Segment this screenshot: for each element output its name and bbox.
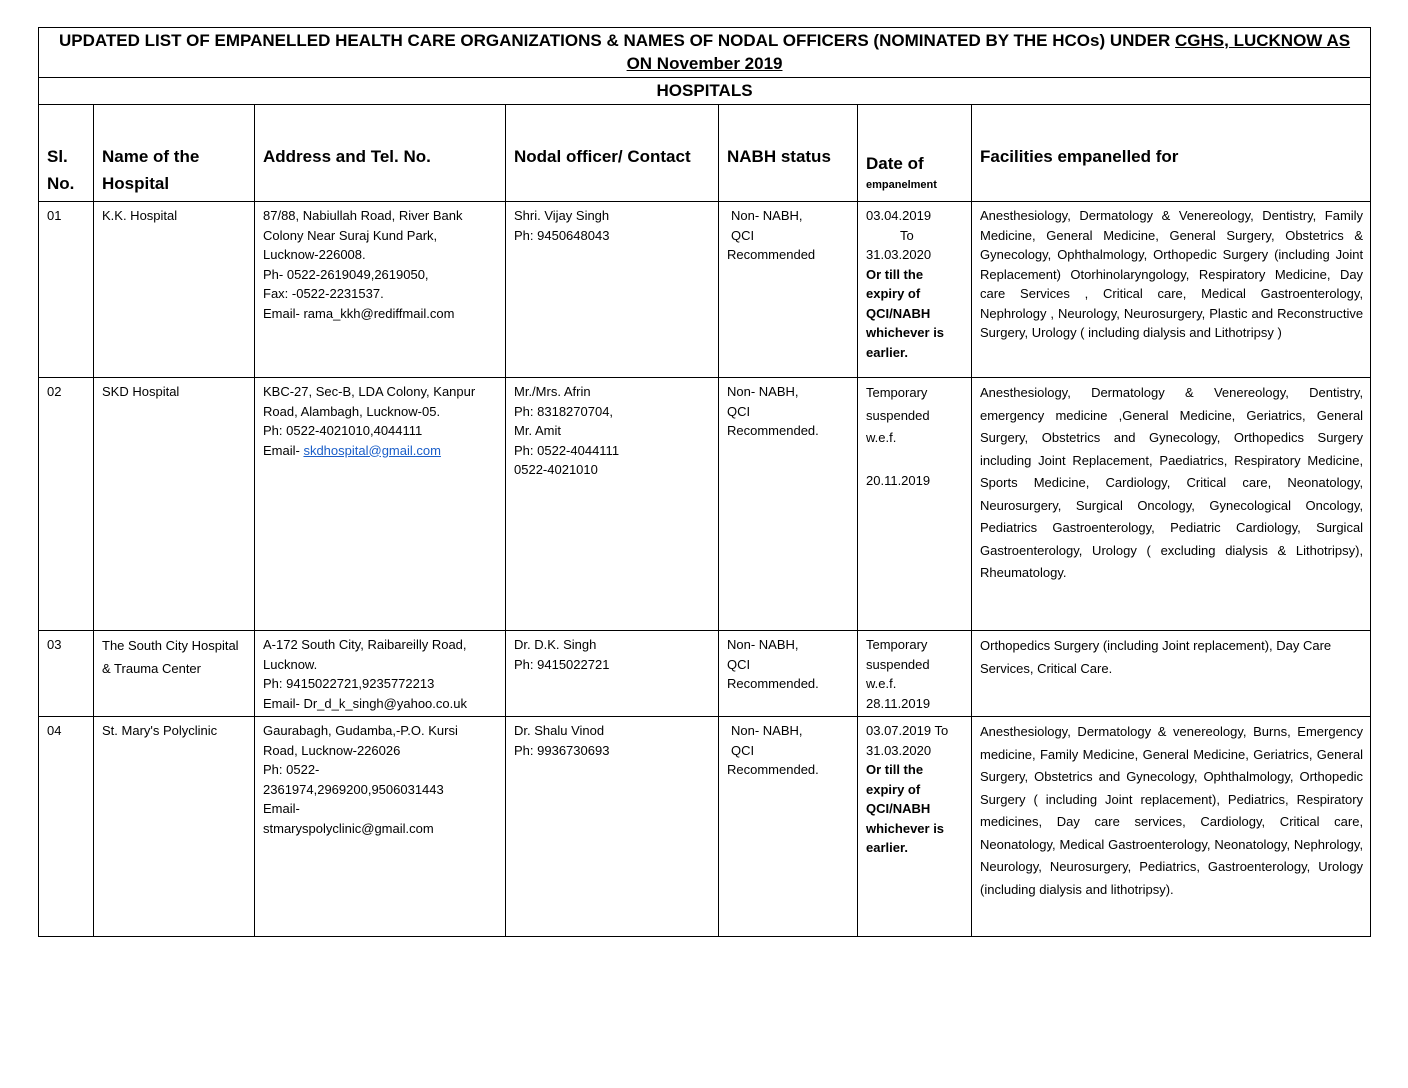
table-header-row [39,105,1371,202]
header-nodal-officer: Nodal officer/ Contact [506,105,719,202]
cell-sl: 03 [39,631,94,717]
cell-date: Temporary suspended w.e.f. 28.11.2019 [858,631,972,717]
cell-address: 87/88, Nabiullah Road, River Bank Colony Near Suraj Kund Park, Lucknow-226008. Ph- 0522-2619049,2619050, Fax: -0522-2231537. Email- rama_kkh@rediffmail.com [255,202,506,378]
cell-sl: 04 [39,717,94,937]
cell-hospital-name: SKD Hospital [94,378,255,631]
cell-nabh-status: Non- NABH, QCI Recommended. [719,717,858,937]
cell-address: Gaurabagh, Gudamba,-P.O. Kursi Road, Lucknow-226026 Ph: 0522- 2361974,2969200,9506031443 Email- stmaryspolyclinic@gmail.com [255,717,506,937]
cell-nodal-officer: Dr. D.K. Singh Ph: 9415022721 [506,631,719,717]
empanelment-table [38,27,1371,937]
header-hospital-name: Name of the Hospital [94,105,255,202]
cell-sl: 01 [39,202,94,378]
cell-facilities: Anesthesiology, Dermatology & venereology, Burns, Emergency medicine, Family Medicine, General Medicine, Geriatrics, General Surgery, Obstetrics and Gynecology, Ophthalmology, Orthopedic Surgery ( including Joint replacement), Pediatrics, Respiratory medicines, Day care services, Cardiology, Critical care, Neonatology, Medical Gastroenterology, Neonatology, Nephrology, Neurology, Neurosurgery, Pediatrics, Gastroenterology, Urology (including dialysis and lithotripsy). [972,717,1371,937]
table-row [39,202,1371,378]
cell-hospital-name: K.K. Hospital [94,202,255,378]
cell-nabh-status: Non- NABH, QCI Recommended [719,202,858,378]
cell-hospital-name: St. Mary's Polyclinic [94,717,255,937]
header-address: Address and Tel. No. [255,105,506,202]
header-sl-no: Sl. No. [39,105,94,202]
cell-date: Temporary suspended w.e.f. 20.11.2019 [858,378,972,631]
cell-nodal-officer: Dr. Shalu Vinod Ph: 9936730693 [506,717,719,937]
cell-date: 03.04.2019 To 31.03.2020 Or till the expiry of QCI/NABH whichever is earlier. [858,202,972,378]
email-link[interactable]: skdhospital@gmail.com [303,442,441,458]
table-row [39,717,1371,937]
cell-nodal-officer: Mr./Mrs. Afrin Ph: 8318270704, Mr. Amit Ph: 0522-4044111 0522-4021010 [506,378,719,631]
cell-facilities: Anesthesiology, Dermatology & Venereology, Dentistry, Family Medicine, General Medicine, General Surgery, Obstetrics & Gynecology, Ophthalmology, Orthopedic Surgery (including Joint Replacement) Otorhinolaryngology, Respiratory Medicine, Day care Services , Critical care, Medical Gastroenterology, Nephrology , Neurology, Neurosurgery, Plastic and Reconstructive Surgery, Urology ( including dialysis and Lithotripsy ) [972,202,1371,378]
cell-sl: 02 [39,378,94,631]
cell-facilities: Anesthesiology, Dermatology & Venereology, Dentistry, emergency medicine ,General Medicine, Geriatrics, General Surgery, Obstetrics and Gynecology, Orthopedics Surgery including Joint Replacement, Paediatrics, Respiratory Medicine, Sports Medicine, Cardiology, Critical care, Neonatology, Neurosurgery, Surgical Oncology, Gynecological Oncology, Pediatrics Gastroenterology, Pediatric Cardiology, Surgical Gastroenterology, Urology ( excluding dialysis & Lithotripsy), Rheumatology. [972,378,1371,631]
cell-date: 03.07.2019 To 31.03.2020 Or till the expiry of QCI/NABH whichever is earlier. [858,717,972,937]
table-row [39,631,1371,717]
title-text: UPDATED LIST OF EMPANELLED HEALTH CARE ORGANIZATIONS & NAMES OF NODAL OFFICERS (NOMINATED BY THE HCOs) UNDER [59,31,1176,50]
cell-address: KBC-27, Sec-B, LDA Colony, Kanpur Road, Alambagh, Lucknow-05. Ph: 0522-4021010,4044111 Email- skdhospital@gmail.com [255,378,506,631]
section-heading: HOSPITALS [39,78,1371,105]
cell-nabh-status: Non- NABH, QCI Recommended. [719,631,858,717]
cell-address: A-172 South City, Raibareilly Road, Lucknow. Ph: 9415022721,9235772213 Email- Dr_d_k_singh@yahoo.co.uk [255,631,506,717]
document-title [39,28,1371,78]
header-date-empanelment: Date of empanelment [858,105,972,202]
header-facilities: Facilities empanelled for [972,105,1371,202]
cell-nabh-status: Non- NABH, QCI Recommended. [719,378,858,631]
cell-hospital-name: The South City Hospital & Trauma Center [94,631,255,717]
cell-nodal-officer: Shri. Vijay Singh Ph: 9450648043 [506,202,719,378]
title-underlined-text: CGHS, LUCKNOW AS ON November 2019 [626,31,1351,73]
table-row [39,378,1371,631]
header-nabh-status: NABH status [719,105,858,202]
cell-facilities: Orthopedics Surgery (including Joint replacement), Day Care Services, Critical Care. [972,631,1371,717]
